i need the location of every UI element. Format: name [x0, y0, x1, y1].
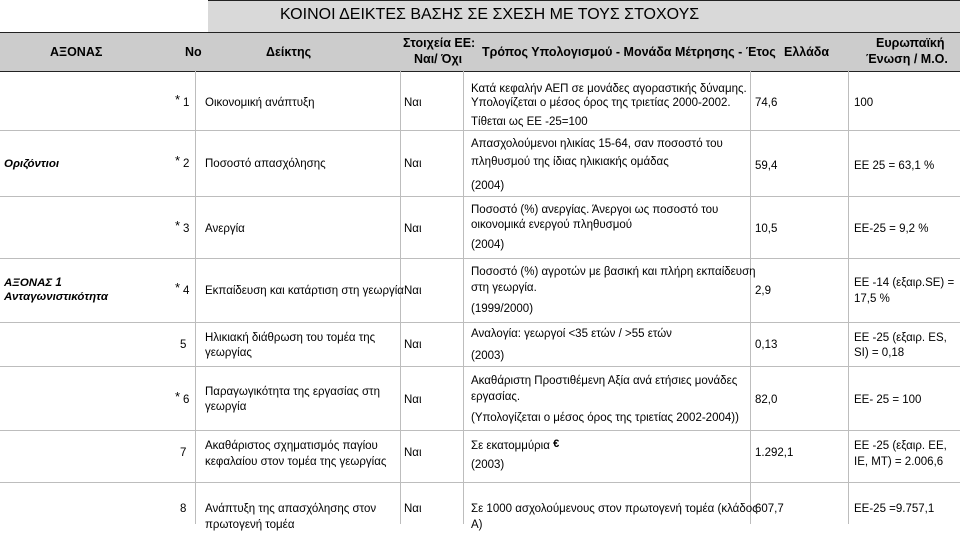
- row-indicator: Ηλικιακή διάθρωση του τομέα της: [205, 332, 376, 344]
- row-eu-data: Ναι: [404, 447, 422, 459]
- row-divider: [0, 366, 960, 367]
- row-no: 3: [183, 223, 190, 235]
- star-marker: *: [175, 92, 181, 107]
- row-eu-avg: ΙΕ, ΜΤ) = 2.006,6: [854, 456, 944, 468]
- row-eu-avg: ΕΕ -25 (εξαιρ. ES,: [854, 332, 947, 344]
- row-eu-avg: 100: [854, 97, 874, 109]
- row-method: Α): [471, 519, 483, 531]
- row-indicator: Παραγωγικότητα της εργασίας στη: [205, 386, 380, 398]
- row-method: (2004): [471, 239, 505, 251]
- row-greece: 74,6: [755, 97, 778, 109]
- row-method: Ποσοστό (%) ανεργίας. Άνεργοι ως ποσοστό του: [471, 204, 719, 216]
- row-no: 5: [180, 339, 187, 351]
- row-method: Ποσοστό (%) αγροτών με βασική και πλήρη εκπαίδευση: [471, 266, 756, 278]
- header-eu-avg: Ένωση / Μ.Ο.: [866, 52, 948, 66]
- row-greece: 1.292,1: [755, 447, 794, 459]
- row-indicator: Ποσοστό απασχόλησης: [205, 158, 326, 170]
- row-method: Υπολογίζεται ο μέσος όρος της τριετίας 2000-2002.: [471, 97, 731, 109]
- row-method: οικονομικά ενεργού πληθυσμού: [471, 219, 633, 231]
- row-greece: 82,0: [755, 394, 778, 406]
- row-eu-data: Ναι: [404, 223, 422, 235]
- row-method: [471, 437, 559, 453]
- row-indicator: κεφαλαίου στον τομέα της γεωργίας: [205, 456, 387, 468]
- row-no: 2: [183, 158, 190, 170]
- row-indicator: Ανεργία: [205, 223, 245, 235]
- header-eu-data: Στοιχεία ΕΕ:: [403, 36, 476, 50]
- row-eu-data: Ναι: [404, 503, 422, 515]
- row-eu-avg: ΕΕ-25 =9.757,1: [854, 503, 935, 515]
- row-divider: [0, 130, 960, 131]
- euro-icon: €: [553, 438, 560, 450]
- star-marker: *: [175, 280, 181, 295]
- header-method: Τρόπος Υπολογισμού - Μονάδα Μέτρησης - Έτος: [482, 45, 776, 59]
- header-greece: Ελλάδα: [784, 45, 830, 59]
- title-bar: [208, 0, 960, 34]
- row-eu-avg: ΕΕ -14 (εξαιρ.SE) =: [854, 277, 955, 289]
- row-greece: 607,7: [755, 503, 784, 515]
- star-marker: *: [175, 389, 181, 404]
- row-indicator: πρωτογενή τομέα: [205, 519, 295, 531]
- row-indicator: Ανάπτυξη της απασχόλησης στον: [205, 503, 377, 515]
- row-eu-avg: 17,5 %: [854, 293, 890, 305]
- row-method: (2003): [471, 459, 505, 471]
- group-axis1-name: Ανταγωνιστικότητα: [4, 291, 108, 303]
- header-eu: Ευρωπαϊκή: [876, 36, 945, 50]
- row-method: (1999/2000): [471, 303, 534, 315]
- row-no: 4: [183, 285, 190, 297]
- row-divider: [0, 258, 960, 259]
- row-eu-data: Ναι: [404, 339, 422, 351]
- row-method: (Υπολογίζεται ο μέσος όρος της τριετίας 2002-2004)): [471, 412, 739, 424]
- row-method: (2003): [471, 350, 505, 362]
- row-greece: 2,9: [755, 285, 771, 297]
- row-greece: 59,4: [755, 160, 778, 172]
- row-no: 7: [180, 447, 187, 459]
- row-method: Σε 1000 ασχολούμενους στον πρωτογενή τομέα (κλάδος: [471, 503, 758, 515]
- row-method-text: Σε εκατομμύρια: [471, 440, 550, 452]
- row-eu-avg: ΕΕ -25 (εξαιρ. ΕΕ,: [854, 440, 947, 452]
- header-indicator: Δείκτης: [266, 45, 312, 59]
- row-method: Απασχολούμενοι ηλικίας 15-64, σαν ποσοστό του: [471, 138, 723, 150]
- grid-line: [848, 70, 849, 524]
- row-greece: 10,5: [755, 223, 778, 235]
- grid-line: [463, 70, 464, 524]
- row-method: εργασίας.: [471, 391, 521, 403]
- row-divider: [0, 482, 960, 483]
- row-indicator: γεωργίας: [205, 347, 252, 359]
- row-method: (2004): [471, 180, 505, 192]
- grid-line: [750, 70, 751, 524]
- row-method: Κατά κεφαλήν ΑΕΠ σε μονάδες αγοραστικής δύναμης.: [471, 83, 747, 95]
- row-eu-data: Ναι: [404, 394, 422, 406]
- group-horizontal: Οριζόντιοι: [4, 158, 60, 170]
- row-method: Τίθεται ως ΕΕ -25=100: [471, 116, 588, 128]
- row-indicator: Ακαθάριστος σχηματισμός παγίου: [205, 440, 378, 452]
- row-no: 6: [183, 394, 190, 406]
- row-indicator: Οικονομική ανάπτυξη: [205, 97, 315, 109]
- row-divider: [0, 322, 960, 323]
- row-method: στη γεωργία.: [471, 282, 537, 294]
- group-axis1: ΑΞΟΝΑΣ 1: [4, 277, 62, 289]
- row-eu-avg: ΕΕ 25 = 63,1 %: [854, 160, 935, 172]
- row-eu-avg: ΕΕ- 25 = 100: [854, 394, 922, 406]
- row-method: Αναλογία: γεωργοί <35 ετών / >55 ετών: [471, 328, 672, 340]
- star-marker: *: [175, 218, 181, 233]
- grid-line: [195, 70, 196, 524]
- page-title: ΚΟΙΝΟΙ ΔΕΙΚΤΕΣ ΒΑΣΗΣ ΣΕ ΣΧΕΣΗ ΜΕ ΤΟΥΣ ΣΤΟΧΟΥΣ: [280, 6, 700, 23]
- row-eu-avg: SI) = 0,18: [854, 347, 905, 359]
- row-method: πληθυσμού της ίδιας ηλικιακής ομάδας: [471, 156, 669, 168]
- table-header: [0, 32, 960, 72]
- row-eu-data: Ναι: [404, 285, 422, 297]
- header-no: No: [185, 45, 202, 59]
- row-method: Ακαθάριστη Προστιθέμενη Αξία ανά ετήσιες μονάδες: [471, 375, 738, 387]
- row-eu-data: Ναι: [404, 158, 422, 170]
- header-axis: ΑΞΟΝΑΣ: [50, 45, 103, 59]
- row-eu-avg: ΕΕ-25 = 9,2 %: [854, 223, 929, 235]
- row-divider: [0, 430, 960, 431]
- row-greece: 0,13: [755, 339, 778, 351]
- row-no: 8: [180, 503, 187, 515]
- row-eu-data: Ναι: [404, 97, 422, 109]
- star-marker: *: [175, 153, 181, 168]
- row-indicator: Εκπαίδευση και κατάρτιση στη γεωργία: [205, 285, 404, 297]
- row-indicator: γεωργία: [205, 401, 247, 413]
- row-no: 1: [183, 97, 190, 109]
- header-eu-data-yesno: Ναι/ Όχι: [414, 52, 463, 66]
- row-divider: [0, 196, 960, 197]
